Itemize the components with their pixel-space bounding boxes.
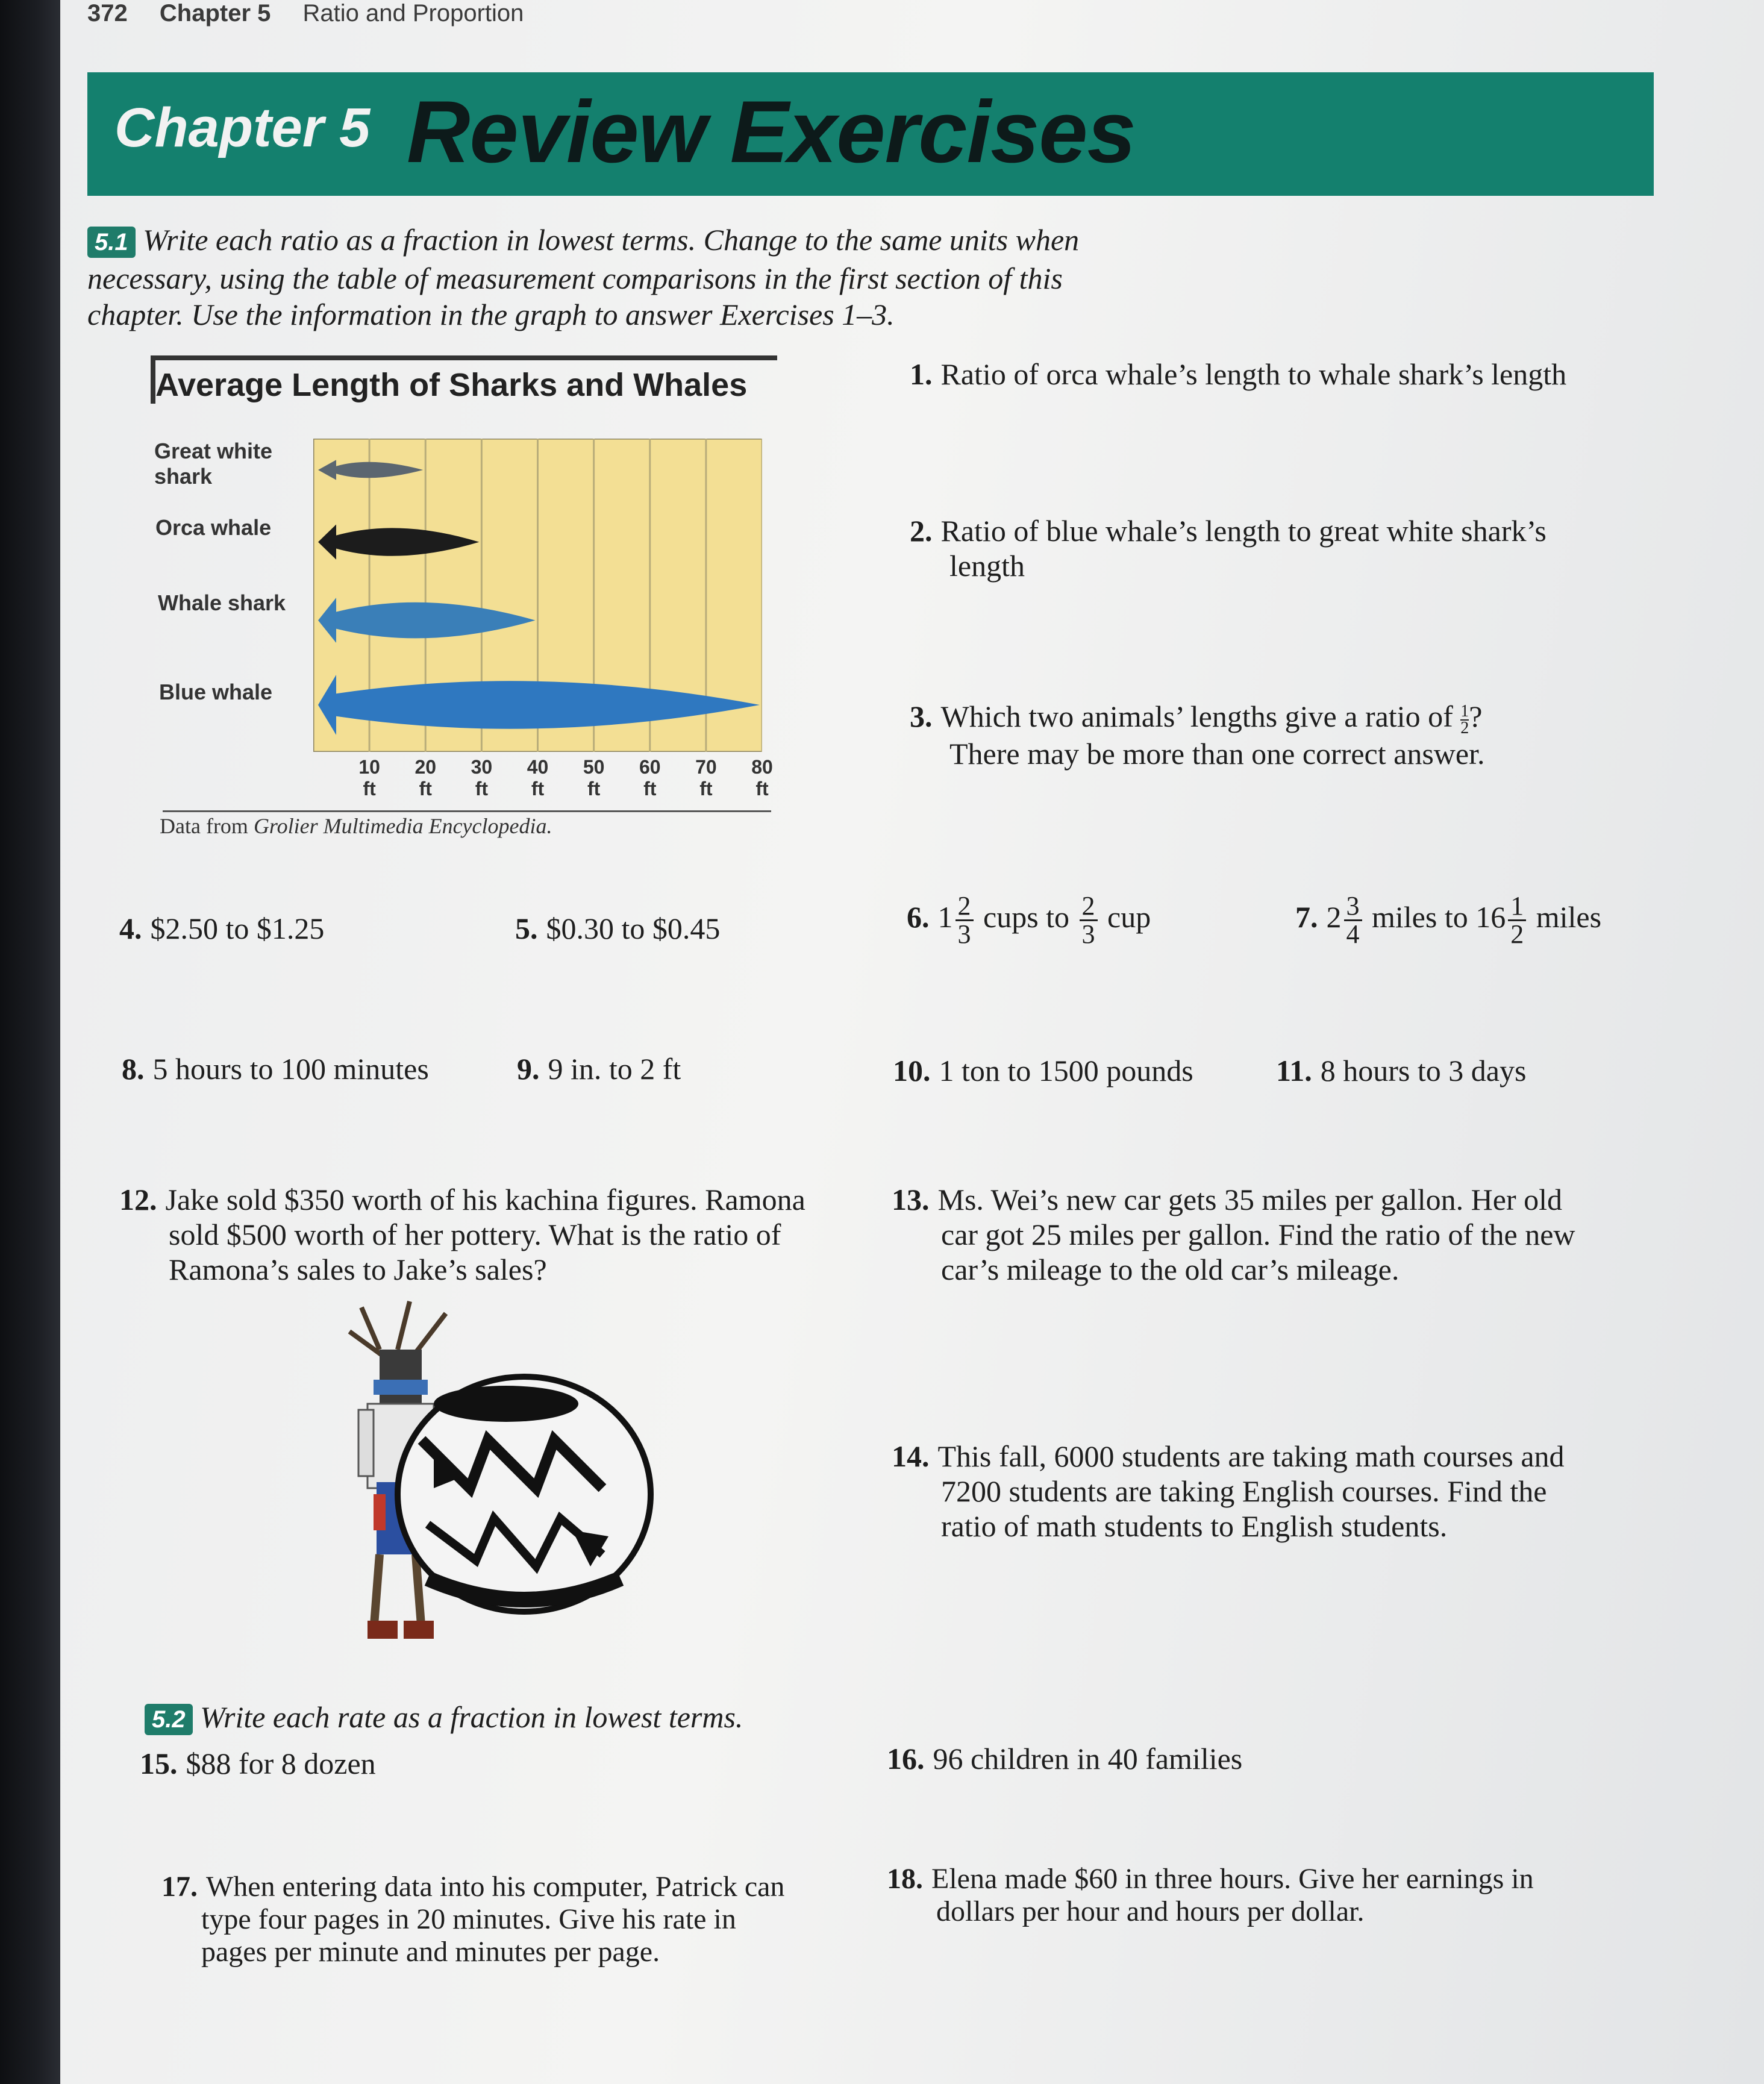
exercise-15: 15. $88 for 8 dozen (140, 1747, 376, 1780)
tick-label-70: 70 ft (695, 756, 717, 799)
kachina-and-pottery-illustration (325, 1295, 663, 1669)
exercise-1: 1. Ratio of orca whale’s length to whale shark’s length (910, 357, 1567, 391)
section-5-2-instructions: 5.2 Write each rate as a fraction in lowest terms. (145, 1699, 743, 1738)
source-name: Grolier Multimedia Encyclopedia. (253, 814, 552, 838)
running-head-title: Ratio and Proportion (302, 0, 524, 27)
tick-label-30: 30 ft (471, 756, 493, 799)
chart-title: Average Length of Sharks and Whales (155, 367, 748, 403)
running-head-chapter: Chapter 5 (159, 0, 271, 27)
book-spine-shadow (0, 0, 60, 2084)
exercise-13: 13. Ms. Wei’s new car gets 35 miles per gallon. Her old car got 25 miles per gallon. Find the ratio of the new car’s mileage to the old car’s mileage. (892, 1183, 1575, 1286)
pottery-jar-icon (398, 1377, 651, 1612)
exercise-7: 7. 2 $\frac{3}{4}$ miles to 16 $\frac{1}{2}$ miles (1295, 891, 1602, 949)
exercise-10: 10. 1 ton to 1500 pounds (893, 1054, 1193, 1087)
page-number: 372 (87, 0, 128, 27)
category-label-great-white-shark: Great white shark (154, 439, 273, 489)
tick-label-50: 50 ft (583, 756, 605, 799)
chart-title-rule-left (151, 355, 155, 404)
category-label-whale-shark: Whale shark (158, 590, 286, 615)
tick-label-80: 80 ft (751, 756, 773, 799)
exercise-4: 4. $2.50 to $1.25 (119, 912, 325, 945)
tick-label-40: 40 ft (527, 756, 549, 799)
exercise-18: 18. Elena made $60 in three hours. Give her earnings in dollars per hour and hours per dollar. (887, 1863, 1534, 1927)
exercise-8: 8. 5 hours to 100 minutes (122, 1052, 429, 1086)
banner-chapter-label: Chapter 5 (114, 97, 371, 158)
section-badge-5-1: 5.1 (87, 227, 136, 258)
tick-label-60: 60 ft (639, 756, 661, 799)
exercise-12: 12. Jake sold $350 worth of his kachina figures. Ramona sold $500 worth of her pottery. What is the ratio of Ramona’s sales to Jake’s sales? (119, 1183, 805, 1286)
exercise-17: 17. When entering data into his computer, Patrick can type four pages in 20 minutes. Give his rate in pages per minute and minutes per page. (161, 1871, 785, 1968)
exercise-9: 9. 9 in. to 2 ft (517, 1052, 681, 1086)
fraction-one-half: $\frac{1}{2}$ (1460, 701, 1469, 737)
instruction-line-1: Write each ratio as a fraction in lowest terms. Change to the same units when (143, 223, 1080, 257)
chart-source (160, 813, 552, 839)
category-label-orca-whale: Orca whale (155, 515, 272, 540)
chart-title-rule (151, 355, 777, 360)
source-prefix: Data from (160, 814, 248, 838)
tick-label-10: 10 ft (358, 756, 380, 799)
running-head (87, 0, 549, 27)
exercise-2: 2. Ratio of blue whale’s length to great white shark’s length (910, 514, 1547, 583)
shark-whale-chart (313, 439, 762, 752)
exercise-14: 14. This fall, 6000 students are taking math courses and 7200 students are taking English courses. Find the ratio of math students to English students. (892, 1439, 1565, 1543)
exercise-6: 6. 1 $\frac{2}{3}$ cups to $\frac{2}{3}$ cup (907, 891, 1151, 949)
banner-title: Review Exercises (407, 83, 1136, 181)
chart-source-rule (163, 810, 771, 812)
tick-label-20: 20 ft (414, 756, 437, 799)
exercise-3: 3. Which two animals’ lengths give a ratio of $\frac{1}{2}$ ? There may be more than one correct answer. (910, 699, 1485, 771)
section-badge-5-2: 5.2 (145, 1704, 193, 1735)
exercise-16: 16. 96 children in 40 families (887, 1742, 1243, 1776)
instruction-line-3: chapter. Use the information in the graph to answer Exercises 1–3. (87, 298, 895, 331)
chart-x-axis-ticks (313, 756, 773, 804)
section-5-1-instructions (87, 222, 1292, 333)
exercise-11: 11. 8 hours to 3 days (1276, 1054, 1527, 1087)
instruction-line-2: necessary, using the table of measurement comparisons in the first section of this (87, 261, 1063, 295)
exercise-5: 5. $0.30 to $0.45 (515, 912, 721, 945)
category-label-blue-whale: Blue whale (159, 680, 273, 704)
